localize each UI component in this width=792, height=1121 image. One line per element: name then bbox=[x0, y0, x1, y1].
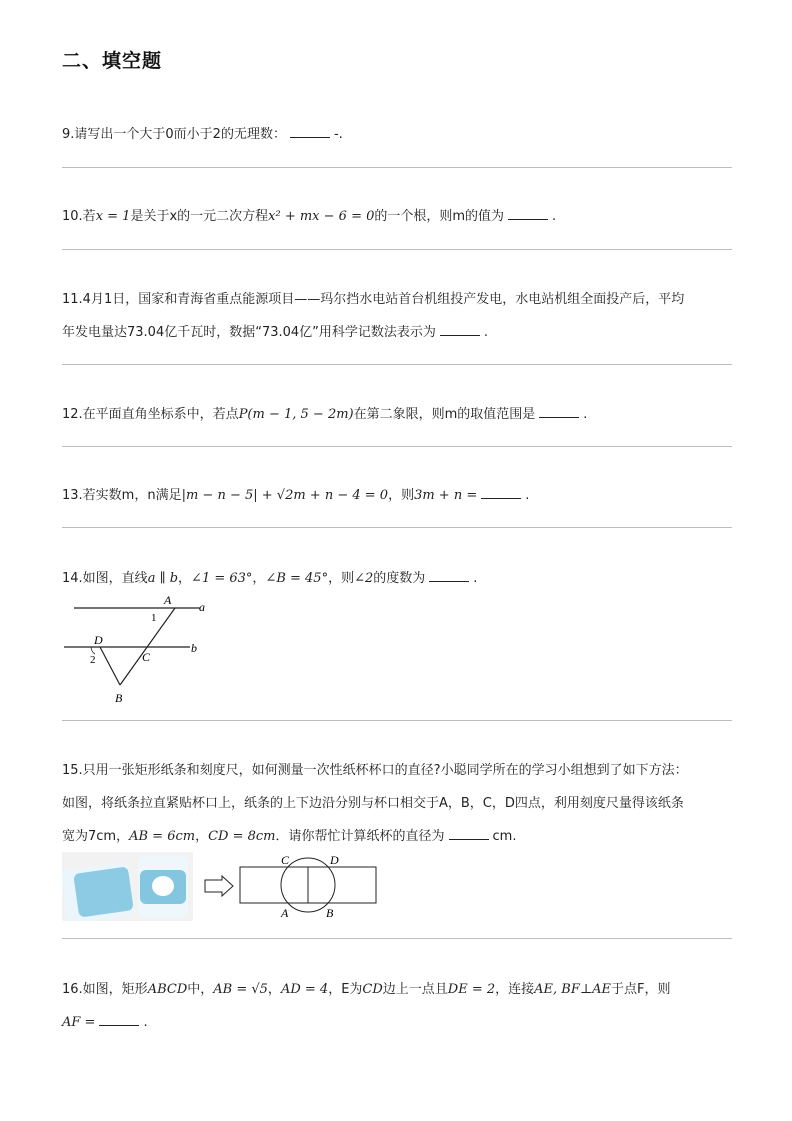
math-expression: ABCD bbox=[147, 982, 188, 997]
math-expression: DE = 2 bbox=[447, 982, 496, 997]
separator: ， bbox=[195, 829, 209, 844]
question-16-text: 中， bbox=[187, 982, 214, 997]
question-16-end: . bbox=[143, 1015, 148, 1030]
divider bbox=[62, 167, 732, 168]
question-11-text: 年发电量达73.04亿千瓦时，数据“73.04亿”用科学记数法表示为 bbox=[62, 325, 436, 340]
question-10-post: 的一个根，则m的值为 bbox=[374, 209, 505, 224]
math-expression: AB = √5 bbox=[213, 982, 268, 997]
question-16-text: ，E为 bbox=[328, 982, 363, 997]
divider bbox=[62, 720, 732, 721]
cup-logo bbox=[152, 876, 174, 896]
question-11-line-1: 11.4月1日，国家和青海省重点能源项目——玛尔挡水电站首台机组投产发电，水电站机组全面投产后，平均 bbox=[62, 292, 685, 307]
question-16-line-2 bbox=[62, 1008, 148, 1037]
math-expression: x = 1 bbox=[95, 209, 131, 224]
label-angle-1: 1 bbox=[151, 612, 157, 624]
label-C: C bbox=[281, 853, 290, 867]
question-10-pre: 10.若 bbox=[62, 209, 96, 224]
math-expression: AB = 6cm bbox=[129, 829, 196, 844]
separator: ， bbox=[178, 571, 192, 586]
math-expression: |m − n − 5| + √2m + n − 4 = 0 bbox=[181, 488, 389, 503]
question-13-end: . bbox=[525, 488, 530, 503]
answer-blank-15[interactable] bbox=[449, 826, 489, 840]
question-15-l3a: 宽为7cm， bbox=[62, 829, 130, 844]
paper-cups-photo bbox=[62, 852, 193, 921]
math-expression: 3m + n = bbox=[414, 488, 478, 503]
question-16-pre: 16.如图，矩形 bbox=[62, 982, 148, 997]
math-expression: ∠2 bbox=[354, 571, 374, 586]
question-9-text: 9.请写出一个大于0而小于2的无理数： bbox=[62, 127, 286, 142]
question-10 bbox=[62, 202, 556, 231]
segment-DB bbox=[100, 647, 120, 685]
question-15-line-1: 15.只用一张矩形纸条和刻度尺，如何测量一次性纸杯杯口的直径?小聪同学所在的学习小组想到了如下方法： bbox=[62, 763, 688, 778]
divider bbox=[62, 446, 732, 447]
question-16-text: 于点F，则 bbox=[610, 982, 671, 997]
strip-circle-figure bbox=[202, 852, 382, 922]
question-12 bbox=[62, 400, 587, 429]
label-b: b bbox=[191, 641, 197, 655]
question-15-line-3 bbox=[62, 822, 516, 851]
answer-blank-11[interactable] bbox=[440, 322, 480, 336]
question-11-end: . bbox=[483, 325, 489, 340]
question-16-line-1 bbox=[62, 975, 670, 1004]
label-D: D bbox=[94, 633, 103, 647]
math-expression: AD = 4 bbox=[280, 982, 329, 997]
section-title: 二、填空题 bbox=[62, 50, 163, 72]
label-B: B bbox=[326, 906, 334, 920]
question-14-post2: 的度数为 bbox=[373, 571, 426, 586]
answer-blank-16[interactable] bbox=[99, 1012, 139, 1026]
answer-blank-14[interactable] bbox=[429, 568, 469, 582]
cup-band bbox=[73, 866, 134, 917]
question-9 bbox=[62, 120, 343, 149]
answer-blank-13[interactable] bbox=[481, 485, 521, 499]
label-a: a bbox=[199, 600, 205, 614]
question-12-end: . bbox=[583, 407, 588, 422]
separator: ， bbox=[267, 982, 281, 997]
math-expression: ∠B = 45° bbox=[265, 571, 329, 586]
question-10-end: . bbox=[552, 209, 557, 224]
label-angle-2: 2 bbox=[90, 654, 96, 666]
question-13-pre: 13.若实数m，n满足 bbox=[62, 488, 182, 503]
question-14-post: ，则 bbox=[328, 571, 355, 586]
math-expression: x² + mx − 6 = 0 bbox=[268, 209, 375, 224]
math-expression: P(m − 1, 5 − 2m) bbox=[238, 407, 354, 422]
angle-2-arc bbox=[91, 647, 95, 654]
math-expression: a ∥ b bbox=[147, 571, 179, 586]
label-D: D bbox=[330, 853, 339, 867]
question-12-pre: 12.在平面直角坐标系中，若点 bbox=[62, 407, 239, 422]
question-12-post: 在第二象限，则m的取值范围是 bbox=[353, 407, 536, 422]
divider bbox=[62, 249, 732, 250]
divider bbox=[62, 938, 732, 939]
question-15-line-2: 如图，将纸条拉直紧贴杯口上，纸条的上下边沿分别与杯口相交于A，B，C，D四点，利用刻度尺量得该纸条 bbox=[62, 796, 684, 811]
question-9-end: -. bbox=[333, 127, 343, 142]
answer-blank-10[interactable] bbox=[508, 206, 548, 220]
question-11-line-2 bbox=[62, 318, 488, 347]
question-13-post: ，则 bbox=[388, 488, 415, 503]
arrow-icon bbox=[205, 876, 233, 896]
question-10-mid: 是关于x的一元二次方程 bbox=[130, 209, 269, 224]
question-14-pre: 14.如图，直线 bbox=[62, 571, 148, 586]
divider bbox=[62, 527, 732, 528]
math-expression: CD = 8cm bbox=[208, 829, 276, 844]
answer-blank-9[interactable] bbox=[290, 124, 330, 138]
question-15-l3c: ．请你帮忙计算纸杯的直径为 bbox=[275, 829, 445, 844]
question-13 bbox=[62, 481, 529, 510]
label-B: B bbox=[115, 691, 123, 705]
question-16-text: 边上一点且 bbox=[382, 982, 448, 997]
question-14-end: . bbox=[473, 571, 478, 586]
question-15-end: cm. bbox=[492, 829, 517, 844]
label-A: A bbox=[164, 593, 172, 607]
separator: ， bbox=[252, 571, 266, 586]
math-expression: CD bbox=[362, 982, 383, 997]
math-expression: AE, BF⊥AE bbox=[534, 982, 611, 997]
math-expression: ∠1 = 63° bbox=[191, 571, 253, 586]
divider bbox=[62, 364, 732, 365]
math-expression: AF = bbox=[62, 1015, 96, 1030]
answer-blank-12[interactable] bbox=[539, 404, 579, 418]
question-16-text: ，连接 bbox=[495, 982, 535, 997]
parallel-lines-figure bbox=[62, 592, 212, 707]
label-C: C bbox=[142, 650, 151, 664]
label-A: A bbox=[281, 906, 289, 920]
question-14 bbox=[62, 564, 477, 593]
